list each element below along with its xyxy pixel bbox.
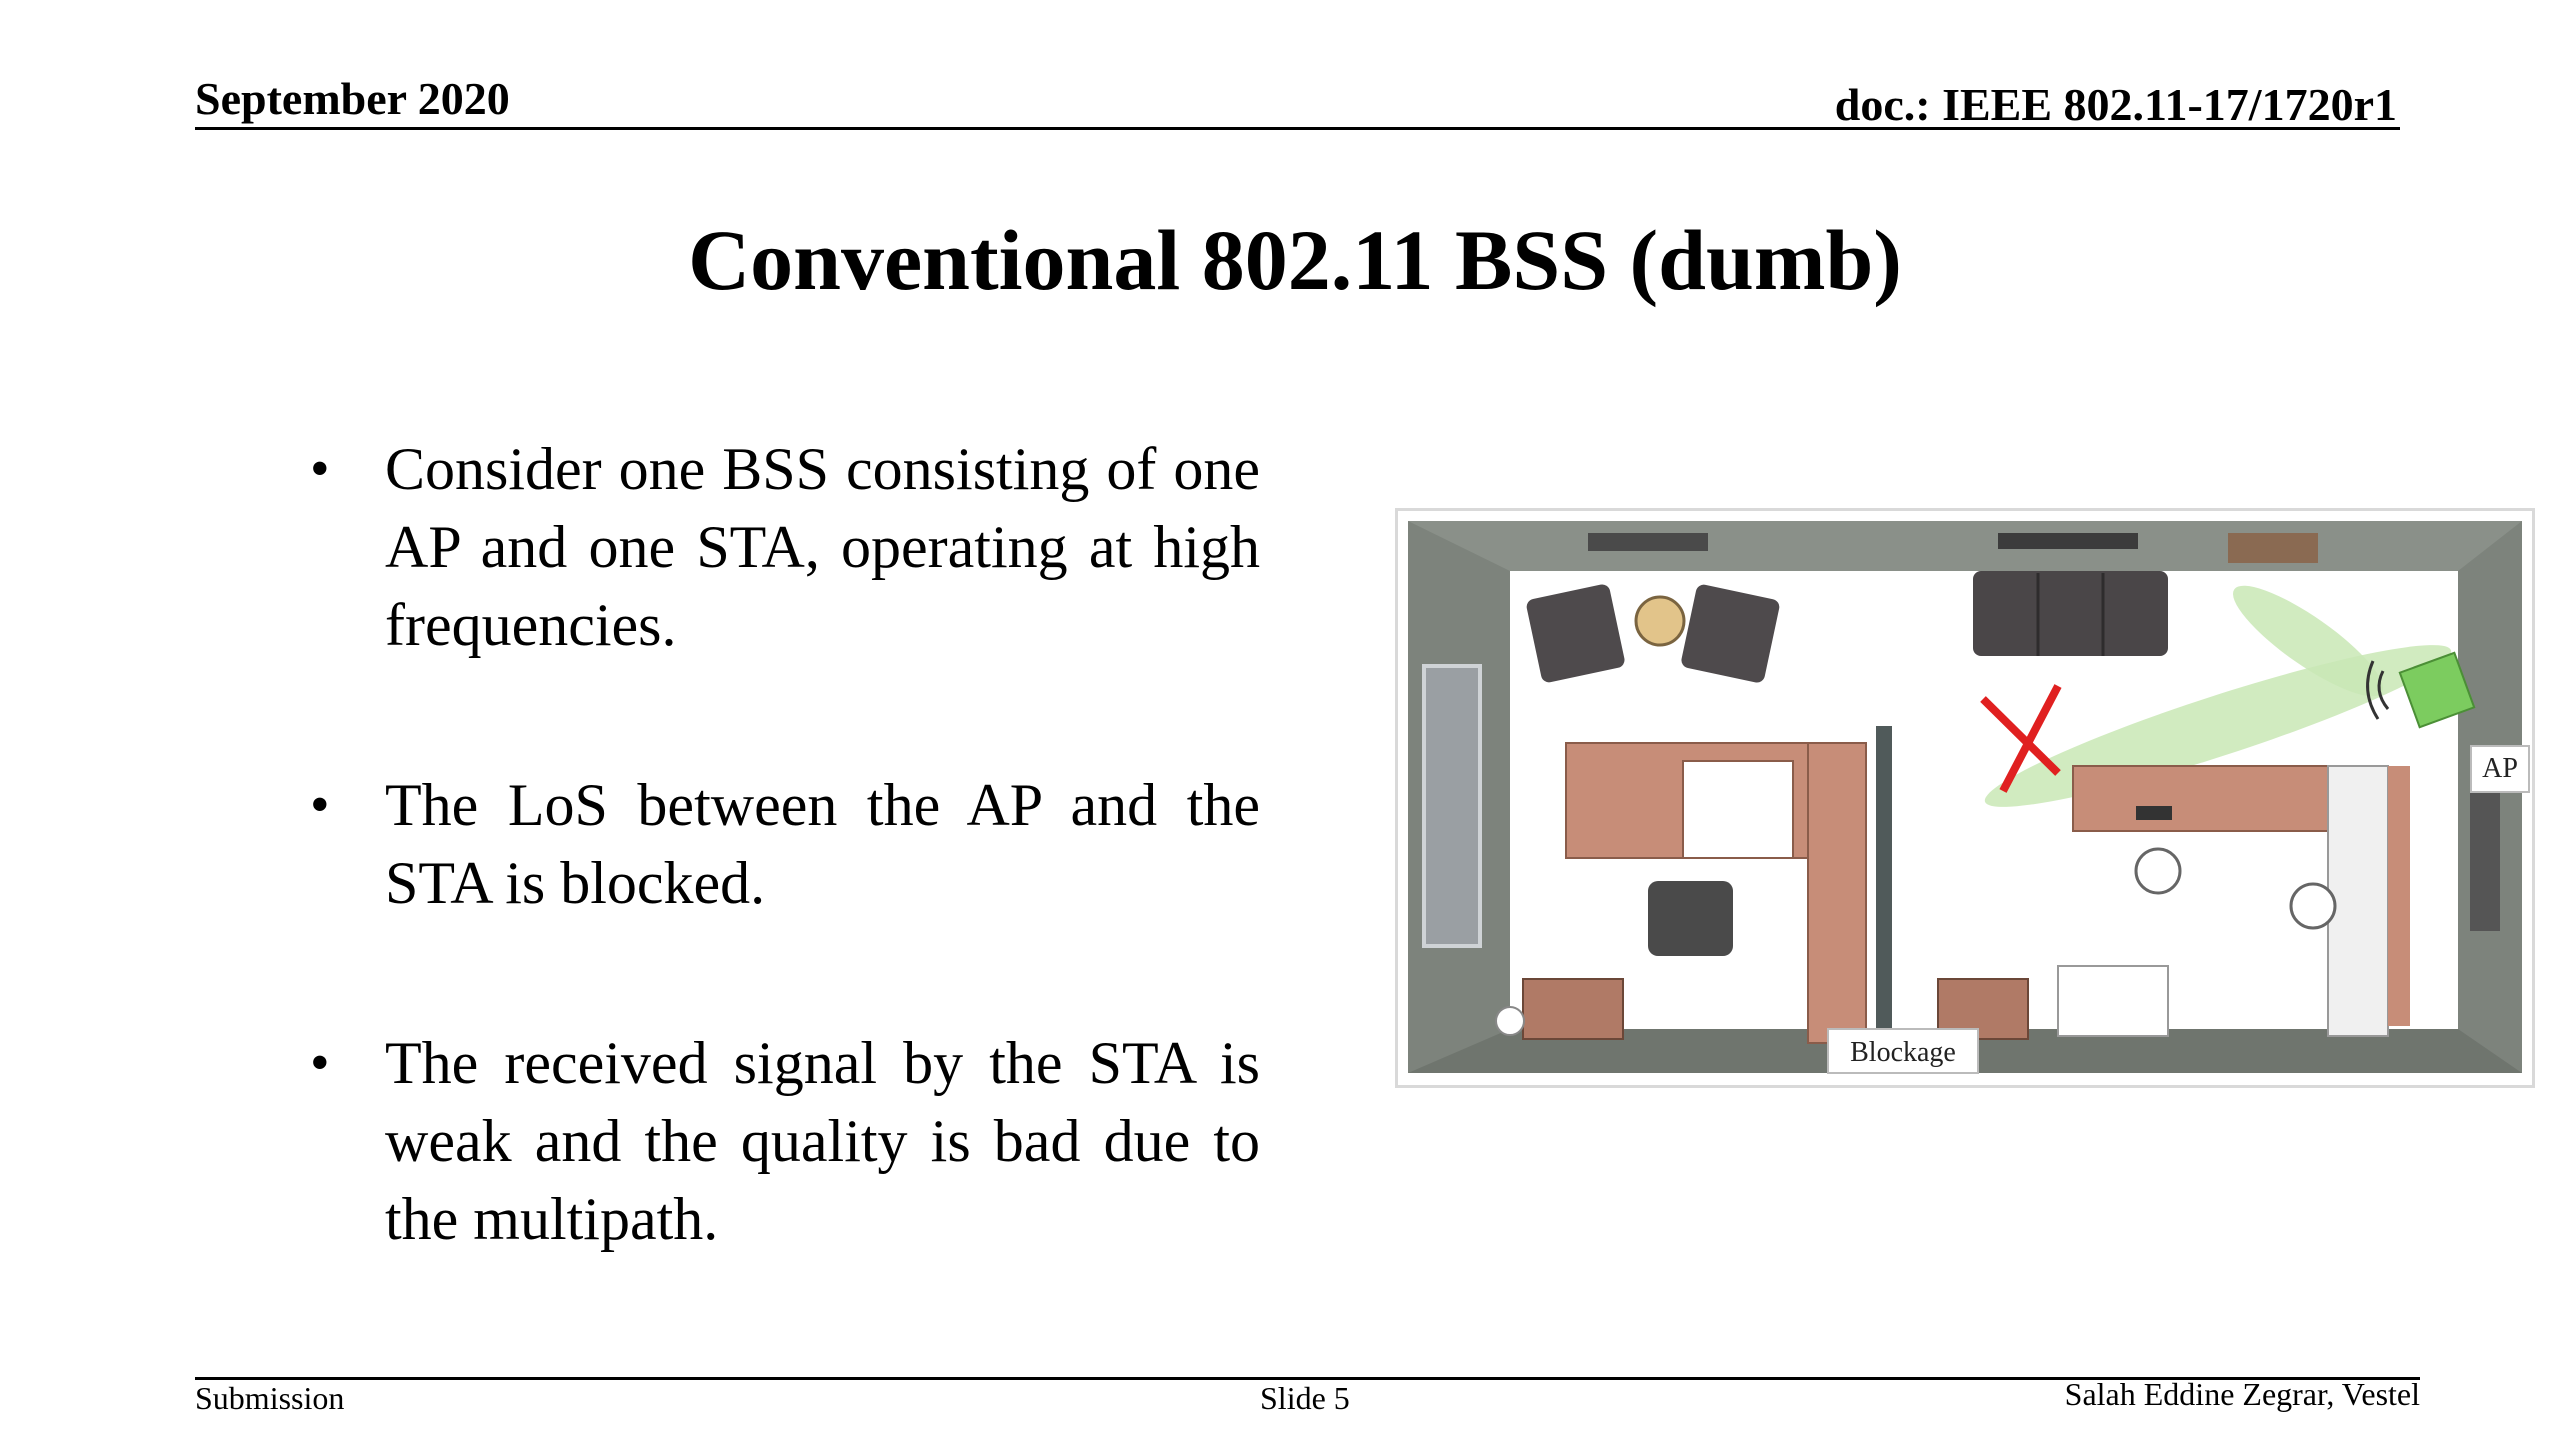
header-rule: [195, 127, 2400, 130]
window: [2470, 791, 2500, 931]
window: [1588, 533, 1708, 551]
window: [1998, 533, 2138, 549]
desk: [2073, 766, 2328, 831]
armchair: [1680, 583, 1781, 684]
blockage-label: Blockage: [1850, 1037, 1956, 1068]
blockage-wall: [1876, 726, 1892, 1046]
wall-top: [1408, 521, 2522, 571]
bullet-icon: •: [310, 438, 330, 500]
window: [1424, 666, 1480, 946]
printer: [2058, 966, 2168, 1036]
footer-submission: Submission: [195, 1380, 345, 1416]
header-date: September 2020: [195, 73, 510, 124]
bullet-item: [300, 1024, 1260, 1258]
door: [2228, 533, 2318, 563]
room-floorplan: [1398, 511, 2532, 1085]
bullet-list: [300, 430, 1260, 1360]
sta-laptop-icon: [2136, 806, 2172, 820]
office-chair: [1648, 881, 1733, 956]
footer-author: Salah Eddine Zegrar, Vestel: [2064, 1376, 2420, 1412]
side-table: [1636, 597, 1684, 645]
ap-label: AP: [2482, 753, 2518, 784]
header-doc-id: doc.: IEEE 802.11-17/1720r1: [1834, 79, 2397, 130]
slide-title: Conventional 802.11 BSS (dumb): [688, 212, 1902, 308]
bullet-icon: •: [310, 1032, 330, 1094]
room-figure: [1395, 508, 2535, 1088]
chair: [2291, 884, 2335, 928]
footer-slide-number: Slide 5: [1260, 1380, 1350, 1416]
desk-paper: [1683, 761, 1793, 858]
shelf: [2388, 766, 2410, 1026]
desk: [1808, 743, 1866, 1043]
cabinet: [1523, 979, 1623, 1039]
bullet-item: [300, 766, 1260, 922]
bullet-text: Consider one BSS consisting of one AP and one STA, operating at high frequencies.: [385, 436, 1260, 658]
sofa: [1973, 571, 2168, 656]
bullet-text: The received signal by the STA is weak and the quality is bad due to the multipath.: [385, 1030, 1260, 1252]
bullet-icon: •: [310, 774, 330, 836]
armchair: [1525, 583, 1626, 684]
bullet-item: [300, 430, 1260, 664]
desk: [2328, 766, 2388, 1036]
sta-chair: [2136, 849, 2180, 893]
bin: [1496, 1007, 1524, 1035]
bullet-text: The LoS between the AP and the STA is blocked.: [385, 772, 1260, 916]
